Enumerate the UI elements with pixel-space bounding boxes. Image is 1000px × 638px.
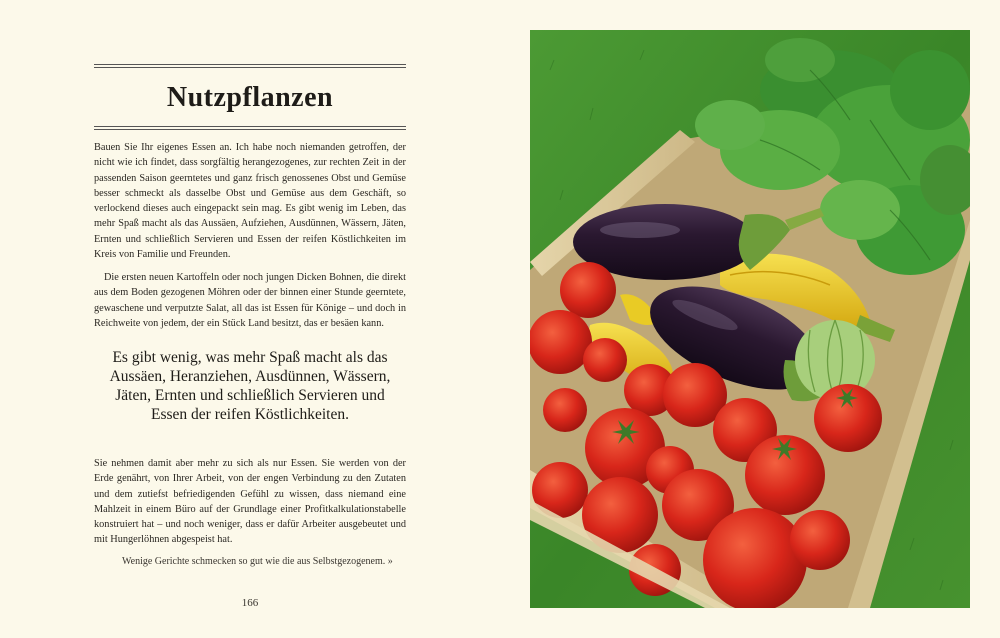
pull-quote: Es gibt wenig, was mehr Spaß macht als das Aussäen, Heranziehen, Ausdünnen, Wässern, Jäten, Ernten und schließlich Servieren und Essen der reifen Köstlichkeiten. <box>109 349 391 423</box>
paragraph-3: Sie nehmen damit aber mehr zu sich als nur Essen. Sie werden von der Erde genährt, von Ihrer Arbeit, von der engen Verbindung zu den Zutaten und dem zutiefst befriedigenden Gefühl zu wissen, dass niemand eine Mahlzeit in einem Büro auf der Grundlage einer Profitkalkulationstabelle konstruiert hat – und noch weniger, dass er dafür Arbeiter ausgebeutet und mit Hungerlöhnen abgespeist hat. <box>94 458 406 546</box>
paragraph-1: Bauen Sie Ihr eigenes Essen an. Ich habe noch niemanden getroffen, der nicht wie ich findet, dass sorgfältig herangezogenes, zur rechten Zeit in der passenden Saison geerntetes und ganz frisch genossenes Obst und Gemüse besser schmeckt als dasselbe Obst und Gemüse aus dem Geschäft, so verlockend dieses auch eingepackt sein mag. Es gibt wenig im Leben, das mehr Spaß macht als das Aussäen, Aufziehen, Ausdünnen, Wässern, Jäten, Ernten und schließlich Servieren und Essen der reifen Köstlichkeiten im Kreis von Familie und Freunden. <box>94 142 406 261</box>
vegetable-crate-illustration <box>530 30 970 608</box>
paragraph-2-text: Die ersten neuen Kartoffeln oder noch jungen Dicken Bohnen, die direkt aus dem Boden gezogenen Möhren oder der binnen einer Stunde geerntete, gewaschene und verputzte Salat, all das ist Essen für Könige – und doch in Reichweite von jedem, der ein Stück Land besitzt, das er besäen kann. <box>94 272 406 329</box>
tomato <box>703 508 807 608</box>
chapter-title: Nutzpflanzen <box>166 82 334 113</box>
chapter-header <box>94 64 406 130</box>
tomato <box>583 338 627 382</box>
paragraph-2 <box>94 270 406 331</box>
tomato <box>543 388 587 432</box>
right-page <box>500 0 1000 638</box>
continuation-note: Wenige Gerichte schmecken so gut wie die aus Selbstgezogenem. » <box>122 556 393 567</box>
page-number: 166 <box>241 597 259 609</box>
tomato <box>560 262 616 318</box>
tomato <box>790 510 850 570</box>
bottom-rule <box>94 126 406 130</box>
tomato <box>530 310 592 374</box>
vegetable-crate-photo <box>530 30 970 608</box>
